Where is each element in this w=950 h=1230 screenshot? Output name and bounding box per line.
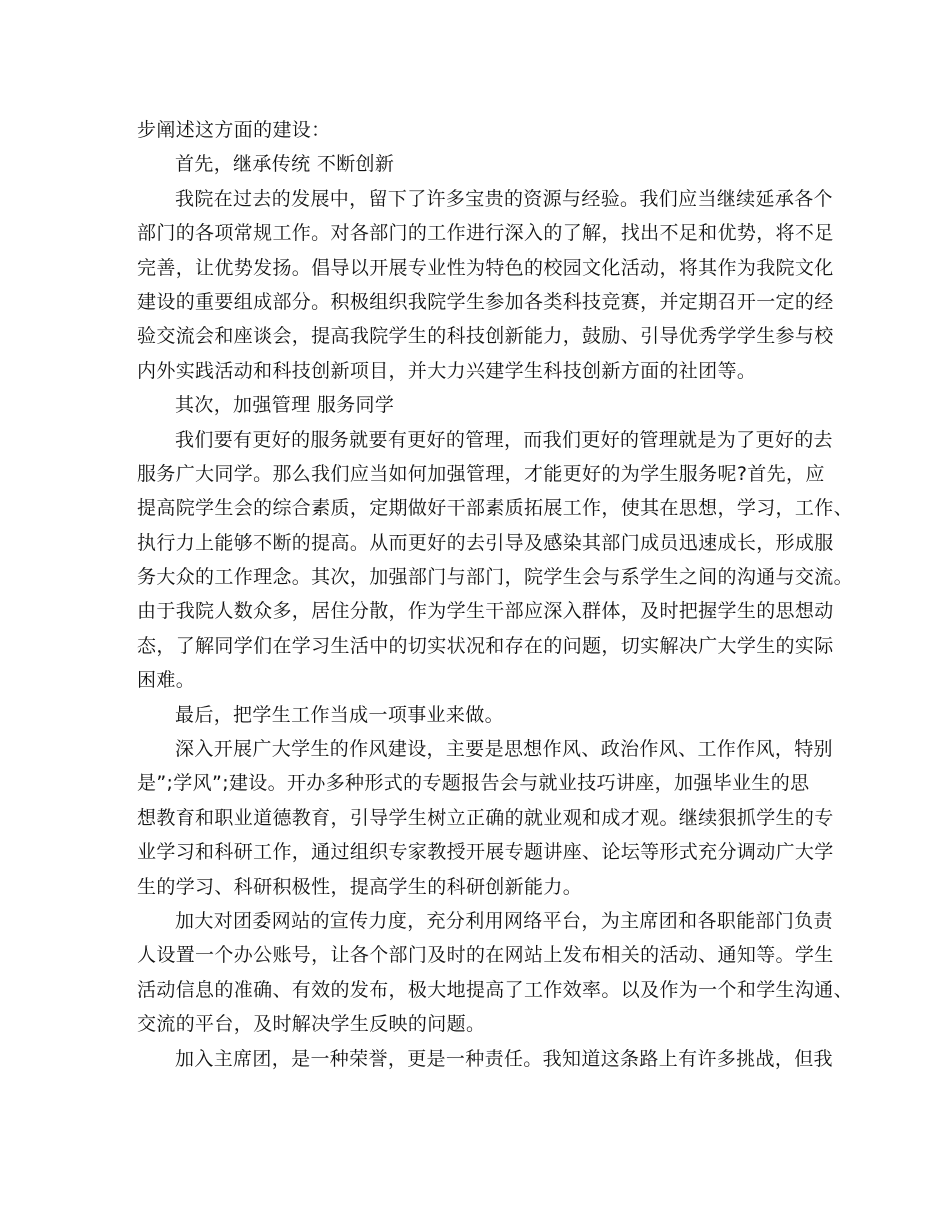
text-line: 内外实践活动和科技创新项目，并大力兴建学生科技创新方面的社团等。 (137, 359, 757, 382)
text-line: 加大对团委网站的宣传力度，充分利用网络平台，为主席团和各职能部门负责 (175, 909, 833, 932)
text-line: 困难。 (137, 669, 196, 692)
text-line: 业学习和科研工作，通过组织专家教授开展专题讲座、论坛等形式充分调动广大学 (137, 841, 834, 864)
text-line: 务大众的工作理念。其次，加强部门与部门，院学生会与系学生之间的沟通与交流。 (137, 566, 853, 589)
text-line: 服务广大同学。那么我们应当如何加强管理，才能更好的为学生服务呢?首先，应 (137, 462, 825, 485)
text-line: 活动信息的准确、有效的发布，极大地提高了工作效率。以及作为一个和学生沟通、 (137, 978, 853, 1001)
text-line: 深入开展广大学生的作风建设，主要是思想作风、政治作风、工作作风，特别 (175, 738, 833, 761)
text-line: 想教育和职业道德教育，引导学生树立正确的就业观和成才观。继续狠抓学生的专 (137, 806, 834, 829)
section-heading-last: 最后，把学生工作当成一项事业来做。 (175, 703, 504, 726)
text-line: 完善，让优势发扬。倡导以开展专业性为特色的校园文化活动，将其作为我院文化 (137, 256, 834, 279)
text-line: 我们要有更好的服务就要有更好的管理，而我们更好的管理就是为了更好的去 (175, 428, 833, 451)
text-line: 执行力上能够不断的提高。从而更好的去引导及感染其部门成员迅速成长，形成服 (137, 531, 834, 554)
text-line: 交流的平台，及时解决学生反映的问题。 (137, 1013, 486, 1036)
text-line: 部门的各项常规工作。对各部门的工作进行深入的了解，找出不足和优势，将不足 (137, 222, 834, 245)
text-line: 态，了解同学们在学习生活中的切实状况和存在的问题，切实解决广大学生的实际 (137, 634, 834, 657)
text-line: 是”;学风”;建设。开办多种形式的专题报告会与就业技巧讲座，加强毕业生的思 (137, 772, 810, 795)
text-line: 生的学习、科研积极性，提高学生的科研创新能力。 (137, 875, 583, 898)
text-line: 加入主席团，是一种荣誉，更是一种责任。我知道这条路上有许多挑战，但我 (175, 1047, 833, 1070)
section-heading-first: 首先，继承传统 不断创新 (175, 153, 395, 176)
text-line: 步阐述这方面的建设： (137, 119, 331, 141)
text-line: 由于我院人数众多，居住分散，作为学生干部应深入群体，及时把握学生的思想动 (137, 600, 834, 623)
document-body (137, 113, 853, 1076)
text-line: 人设置一个办公账号，让各个部门及时的在网站上发布相关的活动、通知等。学生 (137, 944, 834, 967)
text-line: 我院在过去的发展中，留下了许多宝贵的资源与经验。我们应当继续延承各个 (175, 187, 833, 210)
section-heading-second: 其次，加强管理 服务同学 (175, 394, 395, 417)
text-line: 建设的重要组成部分。积极组织我院学生参加各类科技竞赛，并定期召开一定的经 (137, 290, 834, 313)
text-line: 提高院学生会的综合素质，定期做好干部素质拓展工作，使其在思想，学习，工作、 (137, 497, 853, 520)
text-line: 验交流会和座谈会，提高我院学生的科技创新能力，鼓励、引导优秀学学生参与校 (137, 325, 834, 348)
